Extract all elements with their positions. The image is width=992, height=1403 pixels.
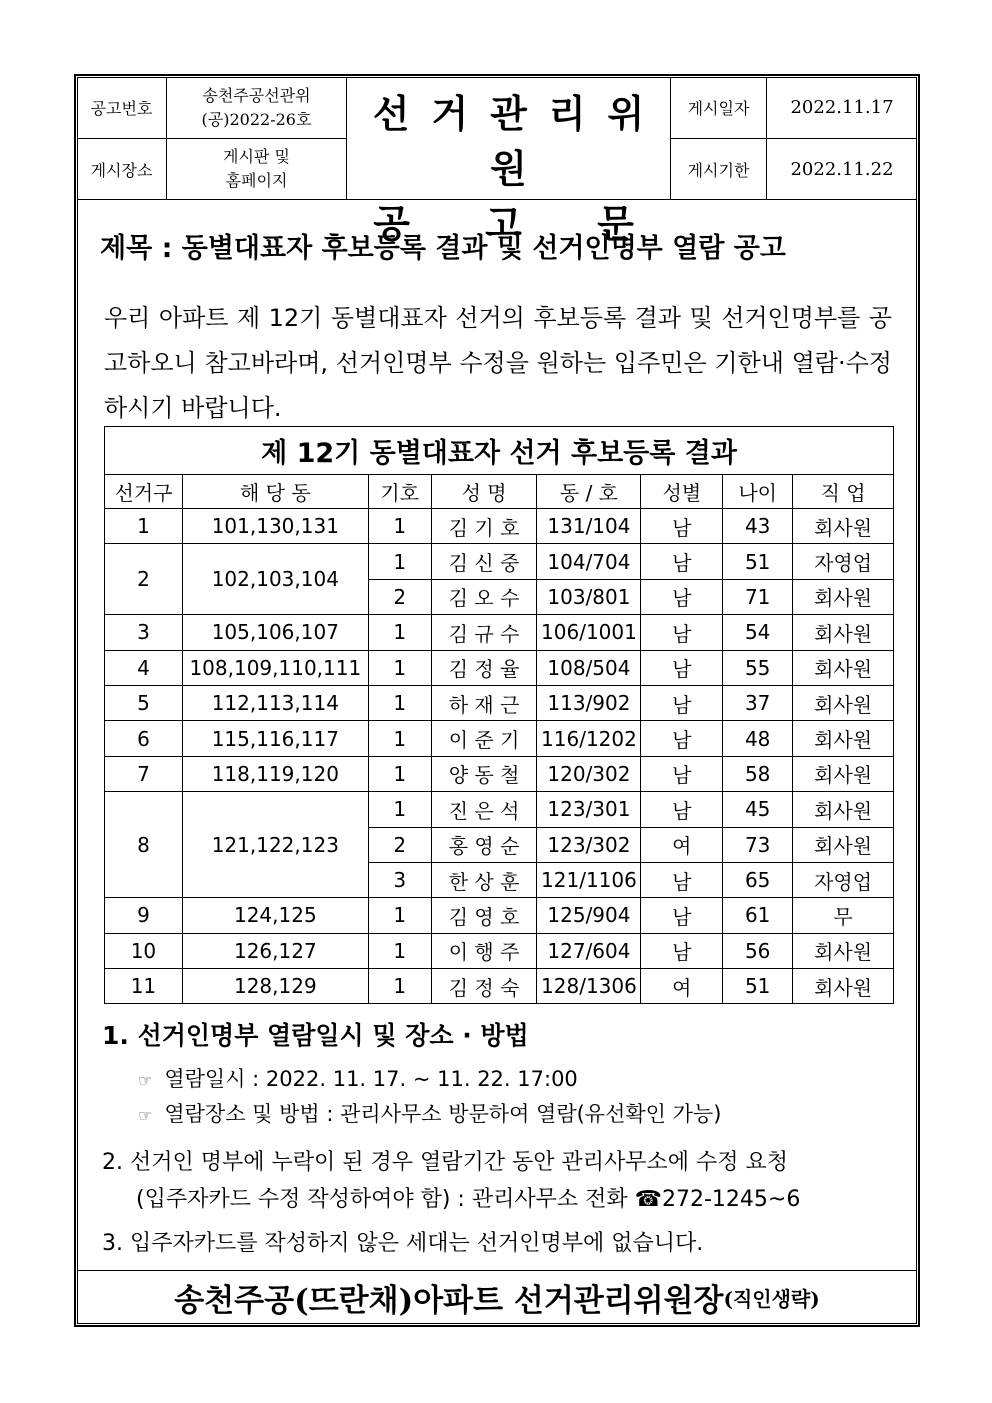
post-place-line1: 게시판 및 bbox=[223, 147, 290, 166]
age-cell: 48 bbox=[723, 721, 793, 756]
symbol-cell: 2 bbox=[368, 827, 431, 862]
section1-item1-text: 열람일시 : 2022. 11. 17. ~ 11. 22. 17:00 bbox=[164, 1067, 578, 1091]
name-cell: 김 오 수 bbox=[431, 579, 537, 614]
unit-cell: 123/301 bbox=[537, 792, 641, 827]
age-cell: 45 bbox=[723, 792, 793, 827]
unit-cell: 116/1202 bbox=[537, 721, 641, 756]
post-deadline-label: 게시기한 bbox=[671, 138, 767, 200]
table-row bbox=[105, 969, 894, 1004]
gender-cell: 남 bbox=[641, 898, 723, 933]
pointing-hand-icon: ☞ bbox=[138, 1106, 153, 1125]
section2-line2: (입주자카드 수정 작성하여야 함) : 관리사무소 전화 ☎272-1245~6 bbox=[136, 1187, 801, 1212]
title-line2: 공 고 문 bbox=[373, 201, 644, 246]
pointing-hand-icon: ☞ bbox=[138, 1071, 153, 1090]
section3-text: 3. 입주자카드를 작성하지 않은 세대는 선거인명부에 없습니다. bbox=[102, 1231, 704, 1256]
symbol-cell: 1 bbox=[368, 650, 431, 685]
name-cell: 홍 영 순 bbox=[431, 827, 537, 862]
buildings-cell: 108,109,110,111 bbox=[182, 650, 368, 685]
notice-subject: 제목 : 동별대표자 후보등록 결과 및 선거인명부 열람 공고 bbox=[100, 233, 786, 264]
buildings-cell: 128,129 bbox=[182, 969, 368, 1004]
name-cell: 양 동 철 bbox=[431, 756, 537, 791]
gender-cell: 남 bbox=[641, 792, 723, 827]
title-line1: 선거관리위원 bbox=[372, 91, 667, 191]
table-row bbox=[105, 756, 894, 791]
age-cell: 61 bbox=[723, 898, 793, 933]
table-row bbox=[105, 650, 894, 685]
unit-cell: 103/801 bbox=[537, 579, 641, 614]
symbol-cell: 1 bbox=[368, 756, 431, 791]
section1-item2-text: 열람장소 및 방법 : 관리사무소 방문하여 열람(유선확인 가능) bbox=[164, 1102, 722, 1126]
notice-no-value bbox=[167, 77, 347, 138]
job-cell: 무 bbox=[793, 898, 894, 933]
symbol-cell: 1 bbox=[368, 509, 431, 544]
name-cell: 하 재 근 bbox=[431, 685, 537, 720]
symbol-cell: 1 bbox=[368, 544, 431, 579]
unit-cell: 127/604 bbox=[537, 933, 641, 968]
table-header-row bbox=[105, 475, 894, 509]
table-row bbox=[105, 721, 894, 756]
unit-cell: 120/302 bbox=[537, 756, 641, 791]
age-cell: 51 bbox=[723, 544, 793, 579]
table-row bbox=[105, 509, 894, 544]
name-cell: 이 준 기 bbox=[431, 721, 537, 756]
notice-paragraph: 우리 아파트 제 12기 동별대표자 선거의 후보등록 결과 및 선거인명부를 공고하오니 참고바라며, 선거인명부 수정을 원하는 입주민은 기한내 열람·수정 하시기 바랍니다. bbox=[104, 304, 892, 422]
symbol-cell: 1 bbox=[368, 933, 431, 968]
column-header: 선거구 bbox=[105, 475, 183, 509]
unit-cell: 131/104 bbox=[537, 509, 641, 544]
district-cell: 3 bbox=[105, 615, 183, 650]
post-place-value bbox=[167, 138, 347, 200]
symbol-cell: 1 bbox=[368, 721, 431, 756]
district-cell: 8 bbox=[105, 792, 183, 898]
column-header: 해 당 동 bbox=[182, 475, 368, 509]
symbol-cell: 2 bbox=[368, 579, 431, 614]
age-cell: 54 bbox=[723, 615, 793, 650]
gender-cell: 여 bbox=[641, 827, 723, 862]
name-cell: 진 은 석 bbox=[431, 792, 537, 827]
unit-cell: 108/504 bbox=[537, 650, 641, 685]
job-cell: 회사원 bbox=[793, 685, 894, 720]
job-cell: 회사원 bbox=[793, 650, 894, 685]
age-cell: 71 bbox=[723, 579, 793, 614]
gender-cell: 남 bbox=[641, 721, 723, 756]
unit-cell: 113/902 bbox=[537, 685, 641, 720]
age-cell: 43 bbox=[723, 509, 793, 544]
name-cell: 이 행 주 bbox=[431, 933, 537, 968]
table-row bbox=[105, 933, 894, 968]
gender-cell: 남 bbox=[641, 756, 723, 791]
district-cell: 6 bbox=[105, 721, 183, 756]
job-cell: 회사원 bbox=[793, 827, 894, 862]
name-cell: 한 상 훈 bbox=[431, 862, 537, 897]
section1-item1 bbox=[138, 1063, 578, 1093]
job-cell: 회사원 bbox=[793, 756, 894, 791]
symbol-cell: 1 bbox=[368, 792, 431, 827]
unit-cell: 128/1306 bbox=[537, 969, 641, 1004]
symbol-cell: 3 bbox=[368, 862, 431, 897]
job-cell: 회사원 bbox=[793, 933, 894, 968]
age-cell: 37 bbox=[723, 685, 793, 720]
job-cell: 자영업 bbox=[793, 862, 894, 897]
symbol-cell: 1 bbox=[368, 969, 431, 1004]
district-cell: 7 bbox=[105, 756, 183, 791]
name-cell: 김 규 수 bbox=[431, 615, 537, 650]
post-place-line2: 홈페이지 bbox=[225, 171, 288, 190]
unit-cell: 104/704 bbox=[537, 544, 641, 579]
gender-cell: 남 bbox=[641, 579, 723, 614]
gender-cell: 남 bbox=[641, 933, 723, 968]
column-header: 직 업 bbox=[793, 475, 894, 509]
job-cell: 회사원 bbox=[793, 579, 894, 614]
column-header: 나이 bbox=[723, 475, 793, 509]
section1-heading: 1. 선거인명부 열람일시 및 장소 · 방법 bbox=[102, 1021, 529, 1050]
post-place-label: 게시장소 bbox=[77, 138, 167, 200]
notice-no-label: 공고번호 bbox=[77, 77, 167, 138]
district-cell: 2 bbox=[105, 544, 183, 615]
table-row bbox=[105, 685, 894, 720]
unit-cell: 106/1001 bbox=[537, 615, 641, 650]
job-cell: 회사원 bbox=[793, 721, 894, 756]
gender-cell: 남 bbox=[641, 509, 723, 544]
buildings-cell: 121,122,123 bbox=[182, 792, 368, 898]
section2-line1: 2. 선거인 명부에 누락이 된 경우 열람기간 동안 관리사무소에 수정 요청 bbox=[102, 1150, 788, 1175]
job-cell: 자영업 bbox=[793, 544, 894, 579]
buildings-cell: 118,119,120 bbox=[182, 756, 368, 791]
age-cell: 73 bbox=[723, 827, 793, 862]
table-title: 제 12기 동별대표자 선거 후보등록 결과 bbox=[105, 427, 894, 475]
column-header: 성별 bbox=[641, 475, 723, 509]
age-cell: 56 bbox=[723, 933, 793, 968]
job-cell: 회사원 bbox=[793, 792, 894, 827]
footer-signature bbox=[77, 1270, 917, 1324]
unit-cell: 125/904 bbox=[537, 898, 641, 933]
district-cell: 1 bbox=[105, 509, 183, 544]
post-deadline-value: 2022.11.22 bbox=[790, 158, 894, 180]
table-row bbox=[105, 898, 894, 933]
post-date-value: 2022.11.17 bbox=[790, 97, 894, 118]
notice-header bbox=[77, 77, 917, 246]
symbol-cell: 1 bbox=[368, 685, 431, 720]
column-header: 기호 bbox=[368, 475, 431, 509]
buildings-cell: 112,113,114 bbox=[182, 685, 368, 720]
buildings-cell: 115,116,117 bbox=[182, 721, 368, 756]
district-cell: 5 bbox=[105, 685, 183, 720]
notice-no-line1: 송천주공선관위 bbox=[202, 85, 311, 105]
footer-note: (직인생략) bbox=[723, 1286, 820, 1311]
gender-cell: 여 bbox=[641, 969, 723, 1004]
symbol-cell: 1 bbox=[368, 615, 431, 650]
district-cell: 4 bbox=[105, 650, 183, 685]
name-cell: 김 영 호 bbox=[431, 898, 537, 933]
notice-no-line2: (공)2022-26호 bbox=[201, 109, 312, 129]
age-cell: 51 bbox=[723, 969, 793, 1004]
name-cell: 김 정 율 bbox=[431, 650, 537, 685]
name-cell: 김 정 숙 bbox=[431, 969, 537, 1004]
age-cell: 58 bbox=[723, 756, 793, 791]
name-cell: 김 기 호 bbox=[431, 509, 537, 544]
post-date-label: 게시일자 bbox=[671, 77, 767, 138]
notice-title bbox=[347, 77, 671, 246]
table-row bbox=[105, 544, 894, 579]
job-cell: 회사원 bbox=[793, 969, 894, 1004]
district-cell: 9 bbox=[105, 898, 183, 933]
column-header: 동 / 호 bbox=[537, 475, 641, 509]
buildings-cell: 101,130,131 bbox=[182, 509, 368, 544]
job-cell: 회사원 bbox=[793, 509, 894, 544]
buildings-cell: 102,103,104 bbox=[182, 544, 368, 615]
job-cell: 회사원 bbox=[793, 615, 894, 650]
table-row bbox=[105, 615, 894, 650]
gender-cell: 남 bbox=[641, 615, 723, 650]
age-cell: 65 bbox=[723, 862, 793, 897]
unit-cell: 123/302 bbox=[537, 827, 641, 862]
gender-cell: 남 bbox=[641, 685, 723, 720]
symbol-cell: 1 bbox=[368, 898, 431, 933]
footer-main: 송천주공(뜨란채)아파트 선거관리위원장 bbox=[174, 1282, 724, 1319]
column-header: 성 명 bbox=[431, 475, 537, 509]
name-cell: 김 신 중 bbox=[431, 544, 537, 579]
gender-cell: 남 bbox=[641, 544, 723, 579]
section1-item2 bbox=[138, 1098, 721, 1128]
buildings-cell: 124,125 bbox=[182, 898, 368, 933]
gender-cell: 남 bbox=[641, 862, 723, 897]
table-row bbox=[105, 792, 894, 827]
gender-cell: 남 bbox=[641, 650, 723, 685]
candidate-table bbox=[104, 426, 894, 1004]
unit-cell: 121/1106 bbox=[537, 862, 641, 897]
district-cell: 11 bbox=[105, 969, 183, 1004]
buildings-cell: 105,106,107 bbox=[182, 615, 368, 650]
district-cell: 10 bbox=[105, 933, 183, 968]
buildings-cell: 126,127 bbox=[182, 933, 368, 968]
age-cell: 55 bbox=[723, 650, 793, 685]
